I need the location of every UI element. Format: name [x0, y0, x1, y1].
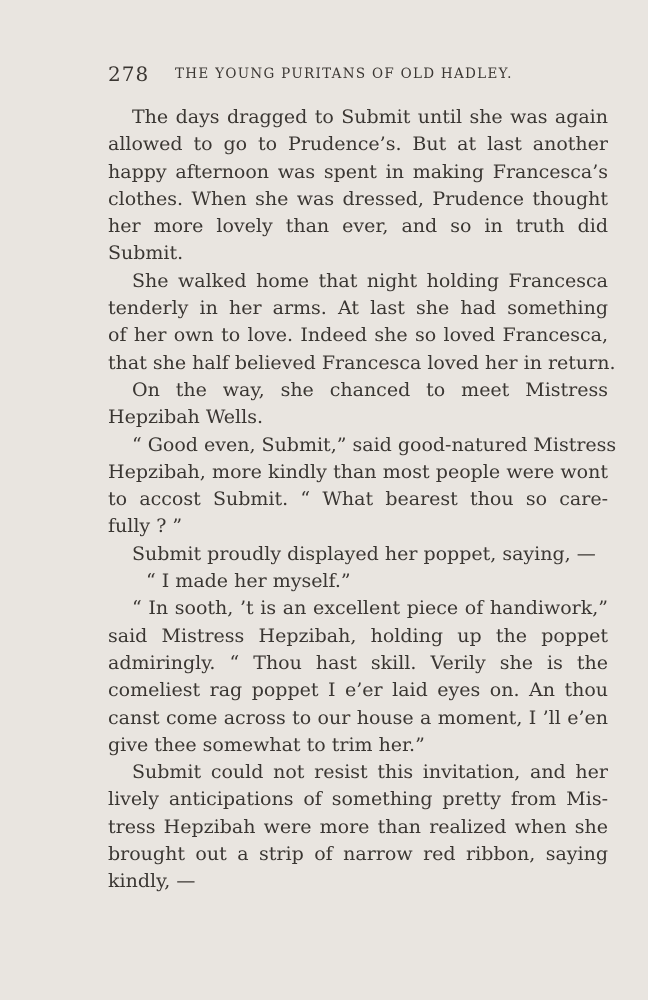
text-line: that she half believed Francesca loved her in return. [108, 351, 616, 374]
text-line: The days dragged to Submit until she was again [132, 106, 608, 128]
text-line: Submit could not resist this invitation, and her [132, 761, 608, 784]
running-title: THE YOUNG PURITANS OF OLD HADLEY. [175, 66, 513, 82]
running-head [108, 62, 540, 86]
text-line: happy afternoon was spent in making Francesca’s [108, 160, 608, 183]
text-line: to accost Submit. “ What bearest thou so care- [108, 488, 608, 511]
text-line: tenderly in her arms. At last she had something [108, 297, 608, 320]
text-line: Submit. [108, 242, 184, 265]
text-line: comeliest rag poppet I e’er laid eyes on. An thou [108, 679, 608, 702]
text-line: canst come across to our house a moment, I ’ll e’en [108, 706, 608, 729]
text-line: clothes. When she was dressed, Prudence thought [108, 187, 608, 210]
text-line: “ I made her myself.” [146, 570, 351, 593]
text-line: “ Good even, Submit,” said good-natured Mistress [132, 433, 617, 456]
text-line: give thee somewhat to trim her.” [108, 733, 425, 756]
text-line: Hepzibah, more kindly than most people were wont [108, 460, 608, 483]
text-line: tress Hepzibah were more than realized when she [108, 815, 608, 838]
text-line: said Mistress Hepzibah, holding up the poppet [108, 624, 608, 647]
text-line: fully ? ” [108, 515, 183, 538]
body-text [108, 104, 617, 896]
text-line: her more lovely than ever, and so in truth did [108, 215, 608, 238]
text-line: brought out a strip of narrow red ribbon, saying [108, 843, 608, 866]
text-line: Submit proudly displayed her poppet, saying, — [132, 542, 596, 565]
text-line: kindly, — [108, 870, 196, 893]
text-line: lively anticipations of something pretty from Mis- [108, 788, 608, 811]
text-line: “ In sooth, ’t is an excellent piece of handiwork,” [132, 597, 608, 620]
text-line: She walked home that night holding Francesca [132, 269, 608, 292]
page-number: 278 [108, 62, 150, 86]
text-line: allowed to go to Prudence’s. But at last another [108, 133, 608, 156]
text-line: On the way, she chanced to meet Mistress [132, 378, 608, 401]
text-line: of her own to love. Indeed she so loved Francesca, [108, 324, 608, 347]
text-line: admiringly. “ Thou hast skill. Verily she is the [108, 651, 608, 674]
text-line: Hepzibah Wells. [108, 406, 263, 429]
